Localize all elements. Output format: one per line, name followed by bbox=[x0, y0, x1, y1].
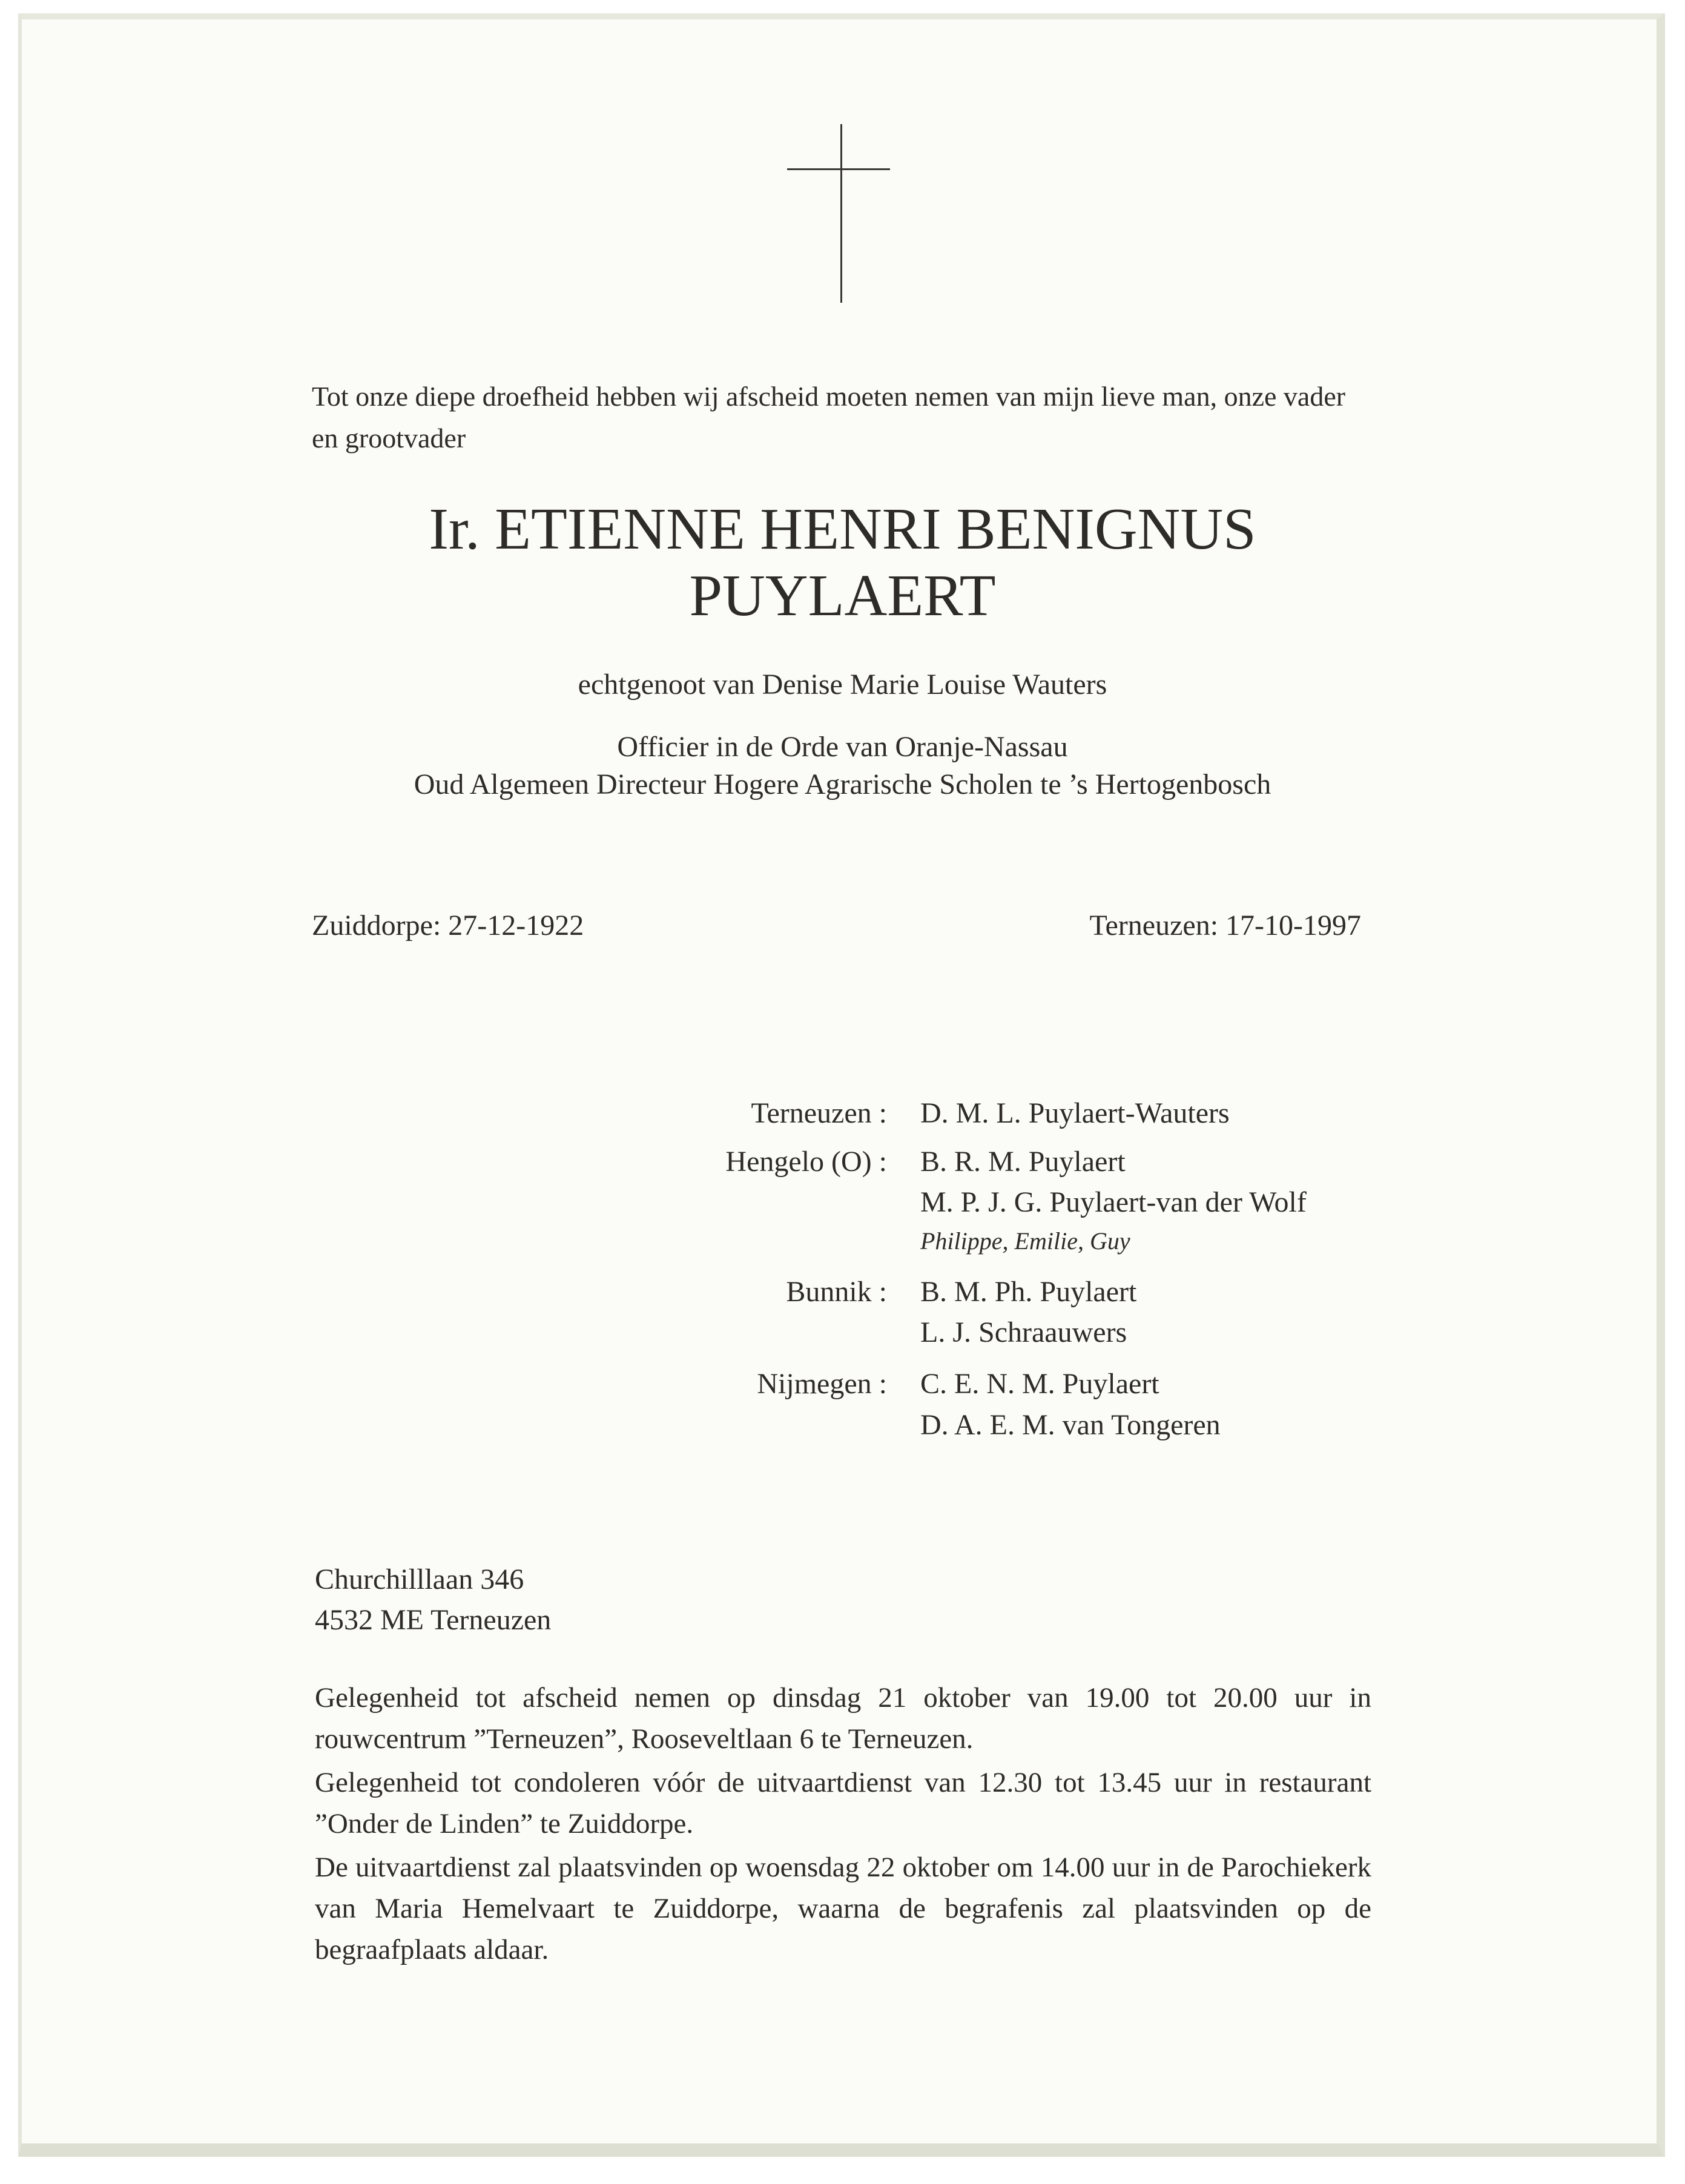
family-member-name: B. R. M. Puylaert bbox=[920, 1146, 1126, 1178]
address-city: 4532 ME Terneuzen bbox=[315, 1604, 552, 1636]
funeral-service-paragraph: De uitvaartdienst zal plaatsvinden op woensdag 22 oktober om 14.00 uur in de Parochiekerk van Maria Hemelvaart te Zuiddorpe, waarna de begrafenis zal plaatsvinden op de begraafplaats aldaar. bbox=[315, 1852, 1371, 1965]
family-place: Bunnik : bbox=[786, 1276, 887, 1308]
family-member-name: C. E. N. M. Puylaert bbox=[920, 1368, 1159, 1400]
family-member-name: D. M. L. Puylaert-Wauters bbox=[920, 1097, 1230, 1129]
intro-text: Tot onze diepe droefheid hebben wij afscheid moeten nemen van mijn lieve man, onze vader en grootvader bbox=[312, 381, 1346, 454]
family-member-name: D. A. E. M. van Tongeren bbox=[920, 1409, 1221, 1441]
cross-horizontal-bar bbox=[787, 168, 890, 170]
family-member-name: M. P. J. G. Puylaert-van der Wolf bbox=[920, 1186, 1307, 1218]
death-place-date: Terneuzen: 17-10-1997 bbox=[1089, 909, 1361, 942]
family-place: Hengelo (O) : bbox=[725, 1146, 887, 1178]
honor-line-1: Officier in de Orde van Oranje-Nassau bbox=[617, 731, 1068, 763]
condolence-paragraph: Gelegenheid tot condoleren vóór de uitvaartdienst van 12.30 tot 13.45 uur in restaurant ”Onder de Linden” te Zuiddorpe. bbox=[315, 1767, 1371, 1839]
honor-line-2: Oud Algemeen Directeur Hogere Agrarische Scholen te ’s Hertogenbosch bbox=[414, 768, 1271, 800]
family-member-name: B. M. Ph. Puylaert bbox=[920, 1276, 1137, 1308]
deceased-name-line1: Ir. ETIENNE HENRI BENIGNUS bbox=[429, 497, 1256, 562]
deceased-name-line2: PUYLAERT bbox=[689, 563, 996, 628]
family-place: Nijmegen : bbox=[757, 1368, 887, 1400]
cross-vertical-bar bbox=[840, 124, 842, 303]
spouse-line: echtgenoot van Denise Marie Louise Wauters bbox=[578, 668, 1107, 701]
address-street: Churchilllaan 346 bbox=[315, 1563, 524, 1595]
family-member-name: L. J. Schraauwers bbox=[920, 1316, 1127, 1348]
birth-place-date: Zuiddorpe: 27-12-1922 bbox=[312, 909, 584, 942]
visitation-paragraph: Gelegenheid tot afscheid nemen op dinsdag 21 oktober van 19.00 tot 20.00 uur in rouwcentrum ”Terneuzen”, Rooseveltlaan 6 te Terneuzen. bbox=[315, 1682, 1371, 1755]
cross-icon bbox=[787, 124, 896, 306]
family-place: Terneuzen : bbox=[751, 1097, 887, 1129]
grandchildren-names: Philippe, Emilie, Guy bbox=[920, 1227, 1130, 1255]
